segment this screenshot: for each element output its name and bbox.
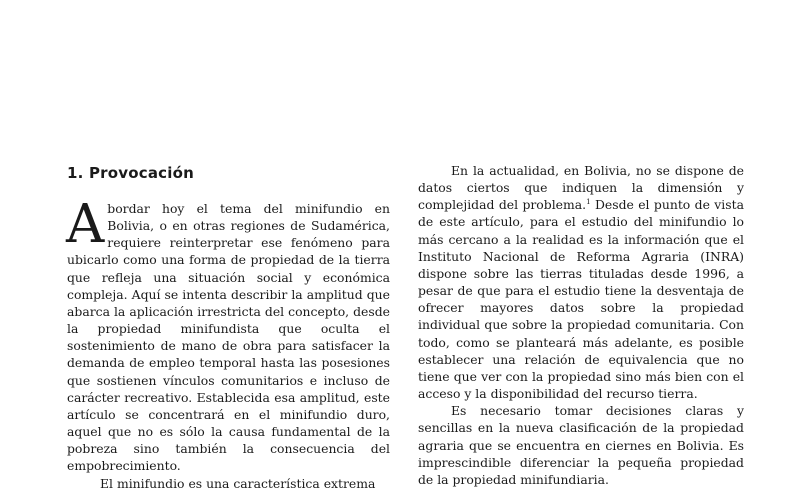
paragraph: [418, 162, 744, 402]
paragraph-text: Desde el punto de vista de este artículo, para el estudio del minifundio lo más cercano a la realidad es la información que el Instituto Nacional de Reforma Agraria (INRA) dispone sobre las tierras tituladas desde 1996, a pesar de que para el estudio tiene la desventaja de ofrecer mayores datos sobre la propiedad individual que sobre la propiedad comunitaria. Con todo, como se planteará más adelante, es posible establecer una relación de equivalencia que no tiene que ver con la propiedad sino más bien con el acceso y la disponibilidad del recurso tierra.: [418, 197, 744, 402]
paragraph: El minifundio es una característica extrema: [100, 475, 376, 491]
paragraph: [66, 194, 390, 475]
footnote-reference[interactable]: 1: [586, 198, 591, 207]
left-column: [66, 194, 390, 492]
drop-cap: A: [66, 194, 105, 255]
right-column: [418, 162, 744, 488]
section-heading: 1. Provocación: [67, 164, 194, 182]
paragraph: Es necesario tomar decisiones claras y sencillas en la nueva clasificación de la propiedad agraria que se encuentra en ciernes en Bolivia. Es imprescindible diferenciar la pequeña propiedad de la propiedad minifundiaria.: [418, 403, 744, 487]
paragraph-text: bordar hoy el tema del minifundio en Bolivia, o en otras regiones de Sudamérica, requiere reinterpretar ese fenómeno para ubicarlo como una forma de propiedad de la tierra que refleja una situación social y económica compleja. Aquí se intenta describir la amplitud que abarca la aplicación irrestricta del concepto, desde la propiedad minifundista que oculta el sostenimiento de mano de obra para satisfacer la demanda de empleo temporal hasta las posesiones que sostienen vínculos comunitarios e incluso de carácter recreativo. Establecida esa amplitud, este artículo se concentrará en el minifundio duro, aquel que no es sólo la causa fundamental de la pobreza sino también la consecuencia del empobrecimiento.: [67, 201, 390, 474]
paragraph-text: En la actualidad, en Bolivia, no se dispone de datos ciertos que indiquen la dimensión y complejidad del problema.: [418, 163, 744, 213]
